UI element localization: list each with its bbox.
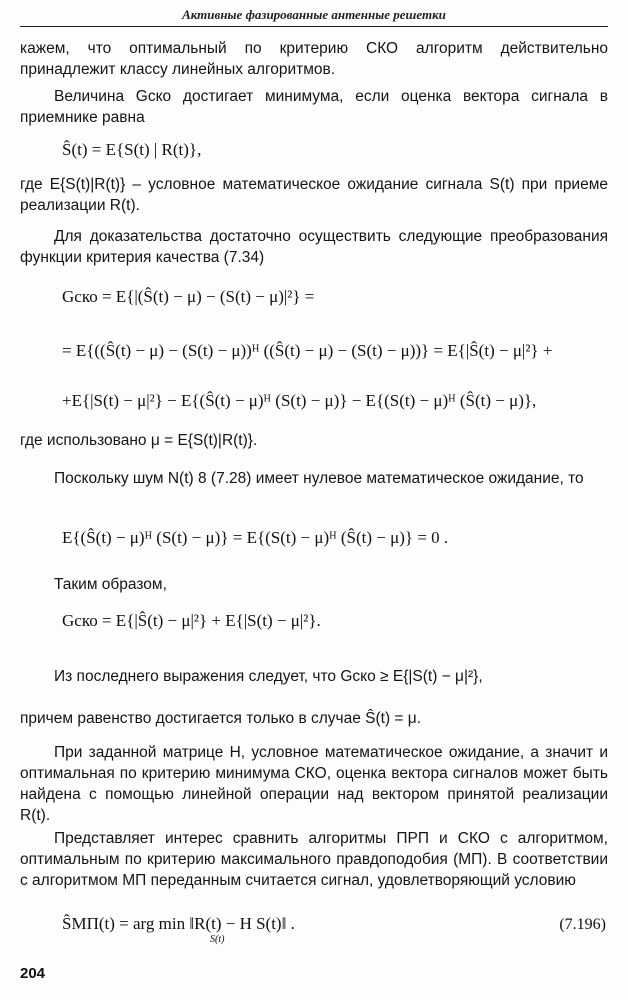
paragraph-9: причем равенство достигается только в случае Ŝ(t) = μ. (20, 710, 422, 727)
paragraph-3: где E{S(t)|R(t)} – условное математическое ожидание сигнала S(t) при приеме реализации R(t). (20, 176, 608, 214)
equation-5-subscript: S(t) (210, 934, 225, 945)
equation-5-body: ŜМП(t) = arg min ‖R(t) − H S(t)‖ . (62, 914, 295, 933)
paragraph-7: Таким образом, (54, 576, 167, 593)
equation-2-line-2: = E{((Ŝ(t) − μ) − (S(t) − μ))ᴴ ((Ŝ(t) − μ) − (S(t) − μ))} = E{|Ŝ(t) − μ|²} + (62, 341, 553, 360)
paragraph-2: Величина Gско достигает минимума, если оценка вектора сигнала в приемнике равна (20, 88, 608, 126)
equation-5 (62, 914, 295, 945)
paragraph-11: Представляет интерес сравнить алгоритмы ПРП и СКО с алгоритмом, оптимальным по критерию максимального правдоподобия (МП). В соответствии с алгоритмом МП переданным считается сигнал, удовлетворяющий условию (20, 830, 608, 889)
page-number: 204 (20, 965, 46, 982)
equation-1: Ŝ(t) = E{S(t) | R(t)}, (62, 140, 202, 159)
equation-2-line-1: Gско = E{|(Ŝ(t) − μ) − (S(t) − μ)|²} = (62, 287, 315, 306)
paragraph-1: кажем, что оптимальный по критерию СКО алгоритм действительно принадлежит классу линейных алгоритмов. (20, 40, 608, 78)
equation-number: (7.196) (559, 916, 606, 933)
paragraph-4: Для доказательства достаточно осуществить следующие преобразования функции критерия качества (7.34) (20, 228, 608, 266)
paragraph-10: При заданной матрице H, условное математическое ожидание, а значит и оптимальная по критерию минимума СКО, оценка вектора сигналов может быть найдена с помощью линейной операции над вектором принятой реализации R(t). (20, 744, 608, 824)
equation-3: E{(Ŝ(t) − μ)ᴴ (S(t) − μ)} = E{(S(t) − μ)ᴴ (Ŝ(t) − μ)} = 0 . (62, 528, 449, 547)
equation-2-line-3: +E{|S(t) − μ|²} − E{(Ŝ(t) − μ)ᴴ (S(t) − μ)} − E{(S(t) − μ)ᴴ (Ŝ(t) − μ)}, (62, 391, 537, 410)
paragraph-6: Поскольку шум N(t) 8 (7.28) имеет нулевое математическое ожидание, то (54, 470, 584, 487)
running-header: Активные фазированные антенные решетки (20, 4, 608, 27)
paragraph-5: где использовано μ = E{S(t)|R(t)}. (20, 432, 258, 449)
paragraph-8: Из последнего выражения следует, что Gско ≥ E{|S(t) − μ|²}, (54, 668, 483, 685)
equation-4: Gско = E{|Ŝ(t) − μ|²} + E{|S(t) − μ|²}. (62, 611, 321, 630)
